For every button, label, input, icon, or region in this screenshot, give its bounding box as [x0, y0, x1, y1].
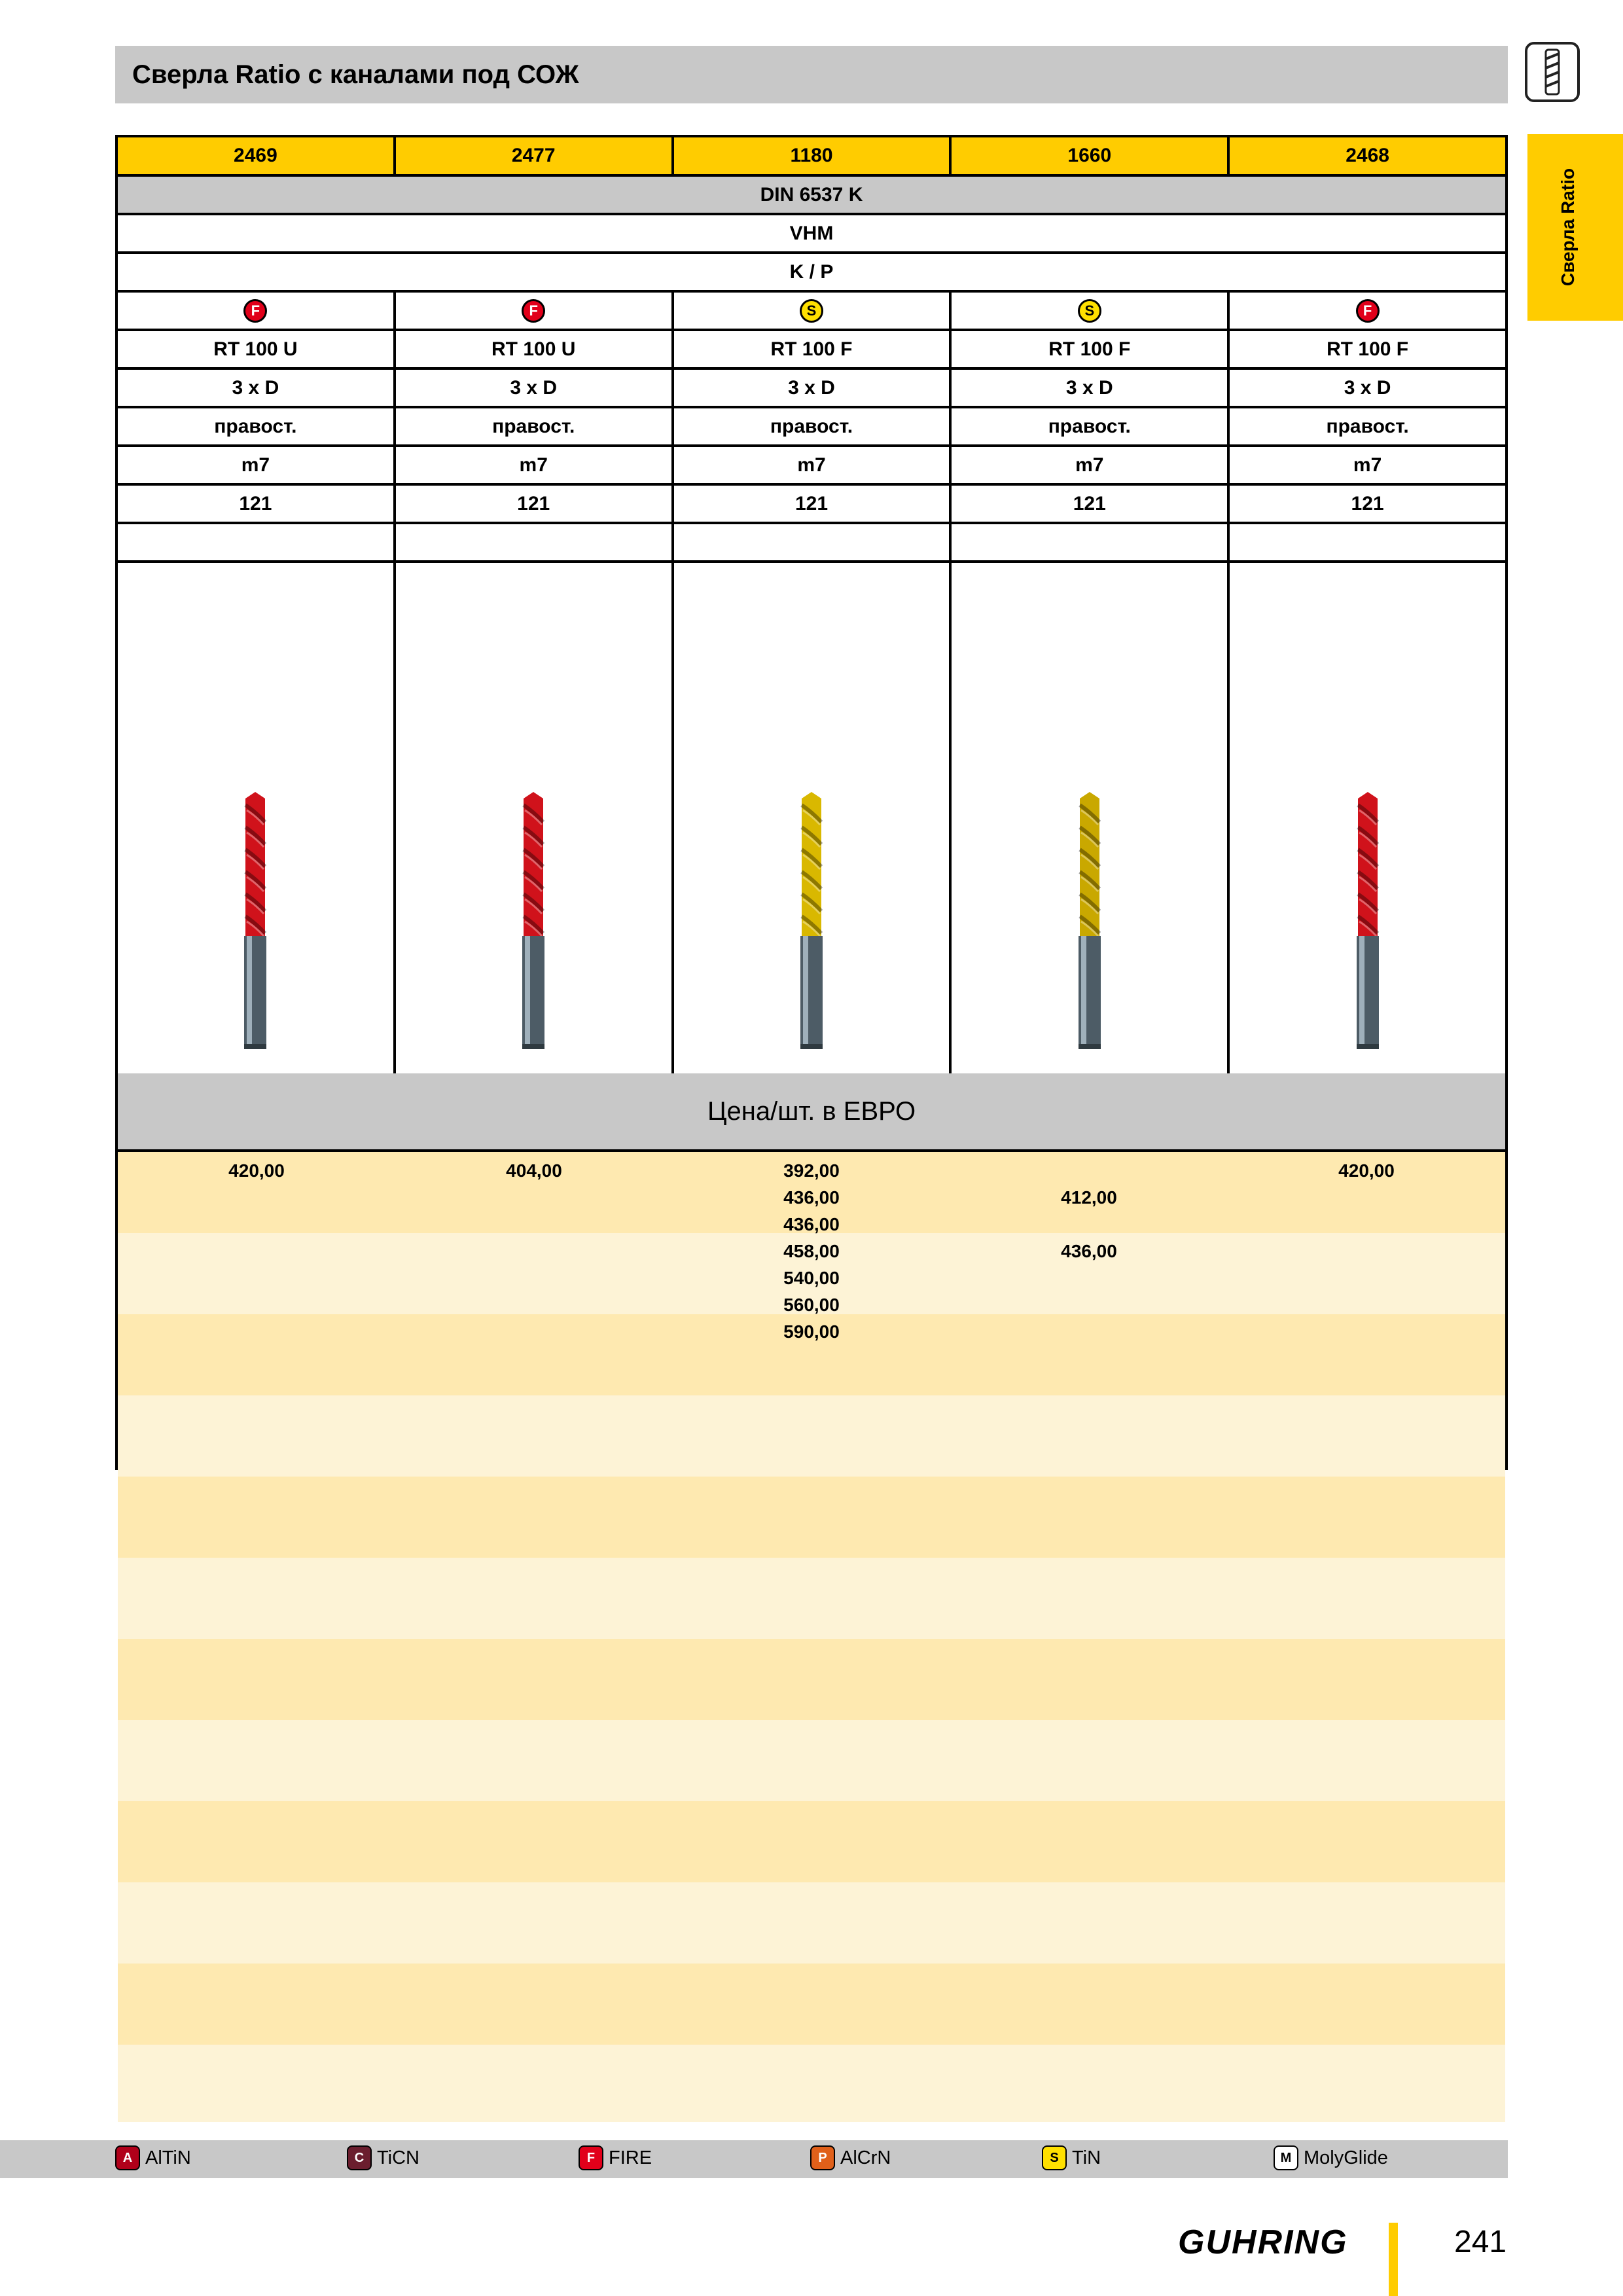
drill-image — [232, 792, 278, 1054]
price-column — [950, 1157, 1228, 1265]
price-stripe — [118, 1964, 1505, 2045]
price-column — [673, 1157, 950, 1345]
article-cell: 1660 — [952, 137, 1230, 174]
price-column — [395, 1157, 673, 1184]
drill-image-cell — [118, 563, 396, 1073]
length-cell: 3 x D — [396, 370, 674, 406]
price-area — [118, 1152, 1505, 2122]
tin-coating-icon: S — [1042, 2145, 1067, 2170]
material-cell: VHM — [789, 222, 834, 244]
coating-cell — [1230, 293, 1505, 329]
price-value: 420,00 — [1338, 1160, 1395, 1181]
article-cell: 2469 — [118, 137, 396, 174]
price-value: 404,00 — [506, 1160, 562, 1181]
drill-image — [1345, 792, 1391, 1054]
empty-cell — [396, 524, 674, 560]
empty-cell — [952, 524, 1230, 560]
tin-coating-icon: S — [800, 299, 823, 323]
tolerance-row — [118, 447, 1505, 486]
empty-cell — [674, 524, 952, 560]
price-value: 436,00 — [783, 1187, 840, 1208]
standard-row — [118, 177, 1505, 215]
price-value: 436,00 — [1061, 1241, 1117, 1261]
article-cell: 2468 — [1346, 145, 1389, 166]
drill-image-row — [118, 563, 1505, 1073]
material-row — [118, 215, 1505, 254]
drill-image — [510, 792, 556, 1054]
type-cell: RT 100 F — [1327, 338, 1409, 360]
drill-icon — [1525, 42, 1580, 102]
application-cell: K / P — [789, 260, 834, 283]
coating-legend — [0, 2140, 1508, 2178]
price-value: 458,00 — [783, 1241, 840, 1261]
brand-logo: GUHRING — [1178, 2223, 1348, 2261]
product-table — [115, 135, 1508, 1470]
length-cell: 3 x D — [118, 370, 396, 406]
price-value: 436,00 — [783, 1214, 840, 1234]
price-stripe — [118, 1801, 1505, 1882]
code-cell: 121 — [952, 486, 1230, 522]
tolerance-cell: m7 — [674, 447, 952, 483]
page-title-bar — [115, 46, 1508, 103]
article-cell: 2477 — [396, 137, 674, 174]
direction-cell: правост. — [118, 408, 396, 444]
tolerance-cell: m7 — [1353, 454, 1382, 476]
fire-coating-icon: F — [243, 299, 267, 323]
tolerance-cell: m7 — [118, 447, 396, 483]
price-stripe — [118, 1720, 1505, 1801]
side-tab — [1527, 134, 1623, 321]
type-row — [118, 331, 1505, 370]
application-row — [118, 254, 1505, 293]
code-cell: 121 — [396, 486, 674, 522]
legend-label: TiCN — [377, 2147, 419, 2168]
price-stripe — [118, 1639, 1505, 1720]
fire-coating-icon: F — [1356, 299, 1380, 323]
brand-divider — [1389, 2223, 1398, 2296]
legend-item — [115, 2145, 191, 2170]
tin-coating-icon: S — [1078, 299, 1101, 323]
drill-image-cell — [674, 563, 952, 1073]
coating-cell — [118, 293, 396, 329]
altin-coating-icon: A — [115, 2145, 140, 2170]
alcrn-coating-icon: P — [810, 2145, 835, 2170]
price-value: 590,00 — [783, 1321, 840, 1342]
page-title: Сверла Ratio с каналами под СОЖ — [132, 60, 579, 89]
direction-row — [118, 408, 1505, 447]
price-stripe — [118, 1558, 1505, 1639]
type-cell: RT 100 U — [396, 331, 674, 367]
direction-cell: правост. — [396, 408, 674, 444]
price-stripe — [118, 2045, 1505, 2122]
empty-row — [118, 524, 1505, 563]
empty-cell — [118, 524, 396, 560]
empty-cell — [1230, 524, 1505, 560]
legend-item — [347, 2145, 419, 2170]
molyglide-coating-icon: M — [1274, 2145, 1298, 2170]
code-cell: 121 — [1351, 492, 1384, 514]
fire-coating-icon: F — [522, 299, 545, 323]
legend-item — [1042, 2145, 1101, 2170]
tolerance-cell: m7 — [952, 447, 1230, 483]
length-cell: 3 x D — [674, 370, 952, 406]
price-column — [1228, 1157, 1505, 1184]
article-cell: 1180 — [674, 137, 952, 174]
price-header: Цена/шт. в ЕВРО — [118, 1073, 1505, 1152]
direction-cell: правост. — [1326, 415, 1409, 437]
coating-cell — [952, 293, 1230, 329]
length-row — [118, 370, 1505, 408]
legend-label: AlTiN — [145, 2147, 191, 2168]
price-value: 560,00 — [783, 1295, 840, 1315]
coating-row — [118, 293, 1505, 331]
price-stripe — [118, 1882, 1505, 1964]
legend-item — [579, 2145, 652, 2170]
coating-cell — [396, 293, 674, 329]
type-cell: RT 100 F — [674, 331, 952, 367]
fire-coating-icon: F — [579, 2145, 603, 2170]
page-number: 241 — [1454, 2225, 1507, 2259]
price-value: 392,00 — [783, 1160, 840, 1181]
price-stripe — [118, 1477, 1505, 1558]
standard-cell: DIN 6537 K — [760, 183, 863, 206]
price-value: 540,00 — [783, 1268, 840, 1288]
drill-image-cell — [1230, 563, 1505, 1073]
legend-label: AlCrN — [840, 2147, 891, 2168]
side-tab-label: Сверла Ratio — [1558, 168, 1578, 287]
direction-cell: правост. — [952, 408, 1230, 444]
price-value — [950, 1211, 1228, 1238]
price-value: 420,00 — [228, 1160, 285, 1181]
length-cell: 3 x D — [1344, 376, 1391, 399]
code-cell: 121 — [674, 486, 952, 522]
price-value — [950, 1157, 1228, 1184]
article-row — [118, 137, 1505, 177]
code-cell: 121 — [118, 486, 396, 522]
drill-image-cell — [396, 563, 674, 1073]
drill-image-cell — [952, 563, 1230, 1073]
legend-item — [1274, 2145, 1388, 2170]
legend-item — [810, 2145, 891, 2170]
price-stripe — [118, 1395, 1505, 1477]
tolerance-cell: m7 — [396, 447, 674, 483]
type-cell: RT 100 F — [952, 331, 1230, 367]
price-value: 412,00 — [1061, 1187, 1117, 1208]
coating-cell — [674, 293, 952, 329]
length-cell: 3 x D — [952, 370, 1230, 406]
type-cell: RT 100 U — [118, 331, 396, 367]
drill-image — [789, 792, 834, 1054]
price-column — [118, 1157, 395, 1184]
code-row — [118, 486, 1505, 524]
drill-image — [1067, 792, 1113, 1054]
legend-label: MolyGlide — [1304, 2147, 1388, 2168]
legend-label: FIRE — [609, 2147, 652, 2168]
ticn-coating-icon: C — [347, 2145, 372, 2170]
direction-cell: правост. — [674, 408, 952, 444]
legend-label: TiN — [1072, 2147, 1101, 2168]
